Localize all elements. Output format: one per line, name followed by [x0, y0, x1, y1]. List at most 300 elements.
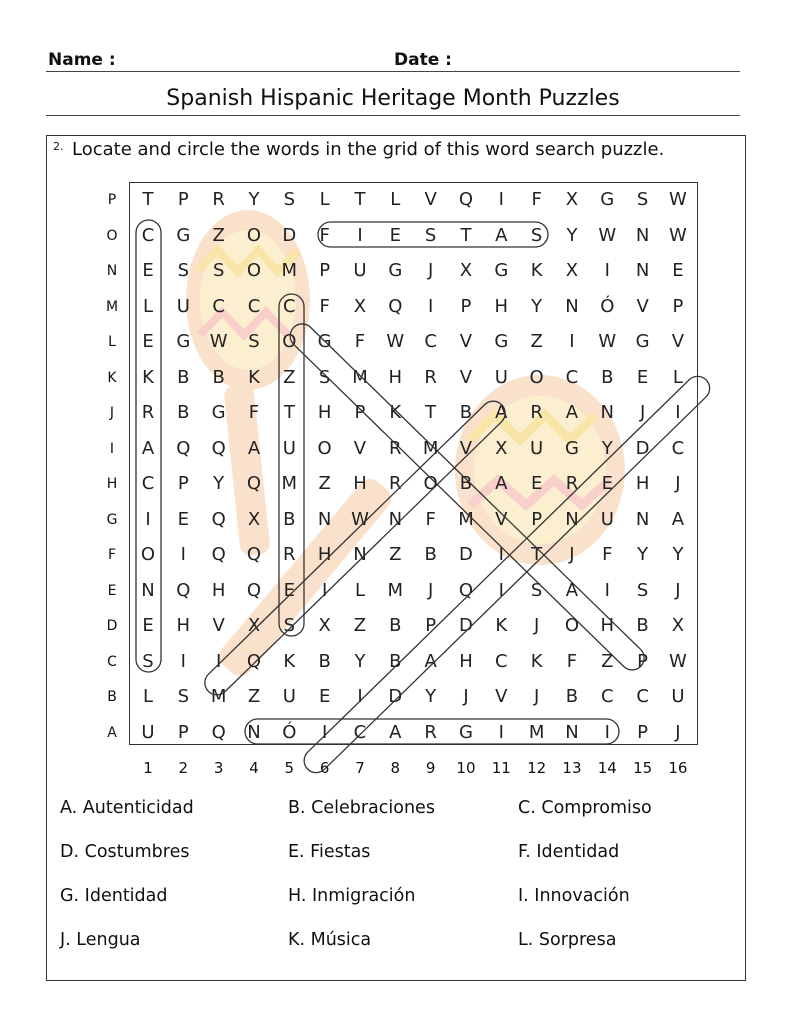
- grid-letter[interactable]: S: [283, 189, 296, 210]
- grid-letter[interactable]: K: [248, 366, 260, 388]
- grid-letter[interactable]: H: [317, 544, 332, 565]
- grid-letter[interactable]: I: [604, 260, 610, 281]
- row-label: F: [107, 547, 117, 563]
- column-label: 11: [491, 759, 511, 777]
- grid-letter[interactable]: I: [604, 721, 610, 743]
- grid-letter[interactable]: N: [565, 721, 579, 743]
- grid-letter[interactable]: C: [495, 650, 508, 672]
- column-label: 3: [213, 759, 224, 777]
- grid-letter[interactable]: U: [282, 686, 296, 707]
- grid-letter[interactable]: B: [636, 615, 649, 636]
- grid-letter[interactable]: N: [353, 544, 367, 565]
- grid-letter[interactable]: V: [459, 437, 473, 459]
- grid-letter[interactable]: E: [530, 473, 543, 494]
- grid-letter[interactable]: X: [495, 437, 508, 459]
- grid-letter[interactable]: F: [602, 544, 613, 565]
- grid-letter[interactable]: Ó: [282, 721, 297, 743]
- column-label: 7: [355, 759, 365, 777]
- grid-letter[interactable]: Q: [211, 544, 226, 565]
- grid-letter[interactable]: Z: [353, 615, 367, 636]
- grid-letter[interactable]: D: [388, 686, 403, 707]
- grid-letter[interactable]: X: [353, 295, 367, 317]
- grid-letter[interactable]: G: [494, 260, 509, 281]
- grid-letter[interactable]: V: [212, 615, 225, 636]
- grid-letter[interactable]: X: [247, 508, 261, 530]
- grid-letter[interactable]: L: [319, 189, 330, 210]
- grid-letter[interactable]: K: [530, 260, 543, 281]
- column-label: 6: [319, 759, 330, 777]
- grid-letter[interactable]: G: [317, 331, 332, 352]
- grid-letter[interactable]: W: [598, 224, 617, 246]
- grid-letter[interactable]: C: [636, 686, 649, 707]
- grid-letter[interactable]: Y: [637, 544, 649, 565]
- grid-letter[interactable]: P: [460, 295, 472, 317]
- grid-letter[interactable]: I: [498, 544, 504, 565]
- grid-letter[interactable]: S: [636, 189, 649, 210]
- grid-letter[interactable]: K: [142, 366, 154, 388]
- grid-letter[interactable]: F: [531, 189, 542, 210]
- grid-letter[interactable]: M: [281, 260, 298, 281]
- circle-compromiso[interactable]: [285, 319, 649, 675]
- grid-letter[interactable]: C: [353, 721, 367, 743]
- grid-letter[interactable]: V: [424, 189, 437, 210]
- grid-letter[interactable]: E: [389, 224, 401, 246]
- grid-letter[interactable]: A: [424, 650, 437, 672]
- grid-letter[interactable]: Z: [212, 224, 225, 246]
- grid-letter[interactable]: I: [427, 295, 434, 317]
- row-label: E: [107, 582, 117, 599]
- grid-letter[interactable]: R: [212, 189, 225, 210]
- grid-letter[interactable]: G: [388, 260, 403, 281]
- word-bank-item: I. Innovación: [518, 886, 630, 906]
- grid-letter[interactable]: P: [354, 402, 366, 423]
- grid-letter[interactable]: Z: [247, 686, 261, 707]
- grid-letter[interactable]: N: [317, 508, 332, 530]
- grid-letter[interactable]: X: [565, 189, 579, 210]
- grid-letter[interactable]: O: [564, 615, 580, 636]
- grid-letter[interactable]: W: [209, 331, 228, 352]
- grid-letter[interactable]: N: [635, 224, 650, 246]
- grid-letter[interactable]: Y: [248, 189, 260, 210]
- grid-letter[interactable]: G: [458, 721, 473, 743]
- row-label: C: [107, 653, 117, 670]
- grid-letter[interactable]: C: [212, 295, 225, 317]
- grid-letter[interactable]: G: [211, 402, 226, 423]
- grid-letter[interactable]: P: [177, 721, 189, 743]
- grid-letter[interactable]: Q: [246, 473, 262, 494]
- grid-letter[interactable]: Q: [246, 650, 262, 672]
- grid-letter[interactable]: W: [598, 331, 617, 352]
- grid-letter[interactable]: B: [459, 473, 473, 494]
- grid-letter[interactable]: B: [177, 366, 190, 388]
- grid-letter[interactable]: B: [212, 366, 225, 388]
- grid-letter[interactable]: L: [142, 295, 154, 317]
- grid-letter[interactable]: F: [566, 650, 578, 672]
- grid-letter[interactable]: A: [495, 473, 508, 494]
- grid-letter[interactable]: F: [319, 224, 330, 246]
- row-label: I: [109, 440, 115, 457]
- grid-letter[interactable]: I: [569, 331, 575, 352]
- grid-letter[interactable]: S: [318, 366, 331, 388]
- grid-letter[interactable]: C: [671, 437, 685, 459]
- grid-letter[interactable]: K: [283, 650, 296, 672]
- circle-fiestas[interactable]: [318, 222, 548, 247]
- grid-letter[interactable]: L: [390, 189, 401, 210]
- grid-letter[interactable]: H: [388, 366, 403, 388]
- grid-letter[interactable]: B: [283, 508, 296, 530]
- grid-letter[interactable]: K: [389, 402, 402, 423]
- grid-letter[interactable]: W: [669, 224, 687, 246]
- row-label: P: [107, 192, 117, 208]
- grid-letter[interactable]: R: [530, 402, 543, 423]
- grid-letter[interactable]: Q: [458, 189, 474, 210]
- grid-letter[interactable]: N: [565, 508, 579, 530]
- grid-letter[interactable]: N: [635, 260, 650, 281]
- page-title: Spanish Hispanic Heritage Month Puzzles: [166, 86, 620, 111]
- grid-letter[interactable]: U: [176, 295, 190, 317]
- grid-letter[interactable]: S: [424, 224, 437, 246]
- grid-letter[interactable]: N: [600, 402, 615, 423]
- grid-letter[interactable]: P: [177, 189, 189, 210]
- grid-letter[interactable]: Y: [672, 544, 684, 565]
- grid-letter[interactable]: I: [675, 402, 681, 423]
- grid-letter[interactable]: Z: [318, 473, 331, 494]
- grid-letter[interactable]: R: [389, 437, 402, 459]
- grid-letter[interactable]: K: [495, 615, 508, 636]
- grid-letter[interactable]: W: [351, 508, 369, 530]
- grid-letter[interactable]: X: [459, 260, 473, 281]
- grid-letter[interactable]: X: [318, 615, 331, 636]
- grid-letter[interactable]: Q: [246, 579, 262, 601]
- grid-letter[interactable]: F: [425, 508, 436, 530]
- row-label: D: [106, 618, 118, 634]
- grid-letter[interactable]: Q: [211, 721, 226, 743]
- grid-letter[interactable]: U: [282, 437, 296, 459]
- column-label: 9: [425, 759, 436, 777]
- grid-letter[interactable]: V: [459, 331, 473, 352]
- row-label: L: [108, 334, 116, 350]
- grid-letter[interactable]: J: [675, 473, 681, 494]
- grid-letter[interactable]: T: [283, 402, 295, 423]
- grid-letter[interactable]: B: [424, 544, 437, 565]
- grid-letter[interactable]: N: [635, 508, 650, 530]
- grid-letter[interactable]: V: [495, 508, 508, 530]
- grid-letter[interactable]: P: [531, 508, 543, 530]
- grid-letter[interactable]: A: [389, 721, 402, 743]
- circle-identidad-1[interactable]: [200, 396, 510, 700]
- grid-letter[interactable]: M: [387, 579, 404, 601]
- grid-letter[interactable]: C: [283, 295, 296, 317]
- grid-letter[interactable]: O: [529, 366, 544, 388]
- column-label: 1: [143, 759, 153, 777]
- circle-identidad-2[interactable]: [299, 371, 714, 777]
- grid-letter[interactable]: I: [604, 579, 610, 601]
- grid-letter[interactable]: C: [565, 366, 579, 388]
- grid-letter[interactable]: P: [425, 615, 437, 636]
- grid-letter[interactable]: H: [176, 615, 191, 636]
- grid-letter[interactable]: B: [601, 366, 614, 388]
- grid-letter[interactable]: R: [424, 721, 437, 743]
- grid-letter[interactable]: N: [247, 721, 261, 743]
- question-number: 2.: [53, 140, 64, 153]
- grid-letter[interactable]: Ó: [600, 295, 615, 317]
- column-label: 13: [562, 759, 582, 777]
- grid-letter[interactable]: S: [530, 224, 543, 246]
- grid-letter[interactable]: J: [463, 686, 469, 707]
- grid-letter[interactable]: V: [495, 686, 508, 707]
- grid-letter[interactable]: K: [530, 650, 543, 672]
- grid-letter[interactable]: P: [319, 260, 331, 281]
- grid-letter[interactable]: J: [427, 260, 434, 281]
- grid-letter[interactable]: A: [495, 402, 508, 423]
- grid-letter[interactable]: R: [565, 473, 579, 494]
- grid-letter[interactable]: U: [141, 721, 155, 743]
- grid-letter[interactable]: D: [459, 544, 473, 565]
- date-label: Date :: [394, 50, 452, 70]
- grid-letter[interactable]: G: [600, 189, 615, 210]
- grid-letter[interactable]: J: [569, 544, 575, 565]
- grid-letter[interactable]: E: [142, 615, 154, 636]
- grid-letter[interactable]: X: [565, 260, 579, 281]
- word-bank-item: F. Identidad: [518, 842, 620, 862]
- grid-letter[interactable]: V: [636, 295, 649, 317]
- grid-letter[interactable]: U: [600, 508, 614, 530]
- grid-letter[interactable]: I: [498, 579, 504, 601]
- grid-letter[interactable]: R: [141, 402, 155, 423]
- grid-letter[interactable]: O: [246, 224, 262, 246]
- grid-letter[interactable]: M: [281, 473, 298, 494]
- grid-letter[interactable]: D: [459, 615, 473, 636]
- grid-letter[interactable]: I: [216, 650, 222, 672]
- grid-letter[interactable]: A: [671, 508, 685, 530]
- grid-letter[interactable]: C: [141, 224, 155, 246]
- grid-letter[interactable]: E: [601, 473, 613, 494]
- grid-letter[interactable]: V: [353, 437, 367, 459]
- grid-letter[interactable]: T: [425, 402, 437, 423]
- grid-letter[interactable]: P: [177, 473, 189, 494]
- grid-letter[interactable]: Q: [458, 579, 474, 601]
- grid-letter[interactable]: U: [530, 437, 544, 459]
- grid-letter[interactable]: A: [495, 224, 508, 246]
- grid-letter[interactable]: E: [142, 260, 154, 281]
- grid-letter[interactable]: X: [671, 615, 685, 636]
- grid-letter[interactable]: T: [142, 189, 154, 210]
- grid-letter[interactable]: G: [176, 331, 191, 352]
- grid-letter[interactable]: Y: [566, 224, 578, 246]
- grid-letter[interactable]: M: [422, 437, 439, 459]
- word-bank-item: E. Fiestas: [288, 842, 371, 862]
- grid-letter[interactable]: J: [427, 579, 434, 601]
- grid-letter[interactable]: H: [494, 295, 509, 317]
- grid-letter[interactable]: Z: [389, 544, 402, 565]
- column-label: 14: [597, 759, 617, 777]
- grid-letter[interactable]: Q: [211, 508, 226, 530]
- grid-letter[interactable]: Z: [601, 650, 614, 672]
- grid-letter[interactable]: P: [637, 721, 649, 743]
- grid-letter[interactable]: A: [141, 437, 155, 459]
- row-label: J: [109, 405, 115, 421]
- grid-letter[interactable]: C: [600, 686, 614, 707]
- row-label: N: [106, 263, 118, 279]
- row-label: H: [106, 476, 118, 492]
- grid-letter[interactable]: B: [389, 615, 402, 636]
- grid-letter[interactable]: M: [528, 721, 545, 743]
- grid-letter[interactable]: H: [635, 473, 650, 494]
- row-label: G: [106, 511, 118, 528]
- grid-letter[interactable]: I: [498, 189, 504, 210]
- grid-letter[interactable]: J: [639, 402, 646, 423]
- grid-letter[interactable]: S: [283, 615, 296, 636]
- grid-letter[interactable]: F: [248, 402, 260, 423]
- grid-letter[interactable]: N: [141, 579, 155, 601]
- grid-letter[interactable]: Y: [425, 686, 437, 707]
- grid-letter[interactable]: C: [424, 331, 437, 352]
- grid-letter[interactable]: B: [565, 686, 579, 707]
- grid-letter[interactable]: L: [142, 686, 154, 707]
- column-label: 12: [527, 759, 547, 777]
- grid-letter[interactable]: Y: [354, 650, 366, 672]
- grid-letter[interactable]: N: [565, 295, 579, 317]
- circle-sorpresa[interactable]: [136, 220, 161, 672]
- grid-letter[interactable]: T: [460, 224, 472, 246]
- grid-letter[interactable]: A: [565, 579, 579, 601]
- grid-letter[interactable]: Z: [283, 366, 296, 388]
- grid-letter[interactable]: S: [636, 579, 649, 601]
- grid-letter[interactable]: D: [635, 437, 650, 459]
- grid-letter[interactable]: F: [319, 295, 330, 317]
- grid-letter[interactable]: L: [672, 366, 683, 388]
- grid-letter[interactable]: H: [459, 650, 473, 672]
- grid-letter[interactable]: I: [498, 721, 504, 743]
- grid-letter[interactable]: R: [389, 473, 402, 494]
- grid-letter[interactable]: S: [248, 331, 260, 352]
- grid-letter[interactable]: Y: [213, 473, 225, 494]
- grid-letter[interactable]: S: [142, 650, 154, 672]
- word-bank-item: G. Identidad: [60, 886, 168, 906]
- column-label: 15: [633, 759, 653, 777]
- grid-letter[interactable]: O: [317, 437, 332, 459]
- grid-letter[interactable]: E: [283, 579, 295, 601]
- grid-letter[interactable]: I: [180, 544, 186, 565]
- grid-letter[interactable]: G: [564, 437, 579, 459]
- grid-letter[interactable]: T: [354, 189, 366, 210]
- grid-letter[interactable]: E: [672, 260, 684, 281]
- grid-letter[interactable]: O: [140, 544, 156, 565]
- grid-letter[interactable]: G: [494, 331, 509, 352]
- grid-letter[interactable]: J: [675, 579, 681, 601]
- grid-letter[interactable]: I: [321, 721, 328, 743]
- column-label: 16: [668, 759, 688, 777]
- grid-letter[interactable]: T: [531, 544, 543, 565]
- grid-letter[interactable]: F: [354, 331, 366, 352]
- grid-letter[interactable]: Q: [176, 579, 191, 601]
- grid-letter[interactable]: P: [637, 650, 649, 672]
- word-bank-item: C. Compromiso: [518, 798, 652, 818]
- grid-letter[interactable]: G: [176, 224, 191, 246]
- grid-letter[interactable]: V: [459, 366, 473, 388]
- grid-letter[interactable]: M: [210, 686, 227, 707]
- grid-letter[interactable]: Q: [246, 544, 262, 565]
- grid-letter[interactable]: H: [353, 473, 367, 494]
- grid-letter[interactable]: S: [177, 686, 190, 707]
- grid-letter[interactable]: A: [565, 402, 579, 423]
- grid-letter[interactable]: S: [177, 260, 190, 281]
- grid-letter[interactable]: O: [423, 473, 438, 494]
- grid-letter[interactable]: J: [533, 615, 540, 636]
- grid-letter[interactable]: E: [177, 508, 190, 530]
- grid-letter[interactable]: H: [600, 615, 615, 636]
- column-label: 2: [178, 759, 189, 777]
- grid-letter[interactable]: V: [671, 331, 685, 352]
- word-bank-item: A. Autenticidad: [60, 798, 194, 818]
- grid-letter[interactable]: Z: [530, 331, 543, 352]
- grid-letter[interactable]: E: [318, 686, 331, 707]
- grid-letter[interactable]: Y: [601, 437, 613, 459]
- name-label: Name :: [48, 50, 116, 70]
- grid-letter[interactable]: B: [459, 402, 473, 423]
- grid-letter[interactable]: O: [282, 331, 297, 352]
- grid-letter[interactable]: B: [389, 650, 402, 672]
- grid-letter[interactable]: W: [669, 189, 687, 210]
- grid-letter[interactable]: X: [247, 615, 261, 636]
- grid-letter[interactable]: U: [494, 366, 508, 388]
- grid-letter[interactable]: Q: [388, 295, 403, 317]
- circle-inmigracion[interactable]: [245, 719, 619, 744]
- grid-letter[interactable]: P: [672, 295, 684, 317]
- grid-letter[interactable]: H: [317, 402, 332, 423]
- grid-letter[interactable]: S: [530, 579, 543, 601]
- grid-letter[interactable]: B: [318, 650, 331, 672]
- grid-letter[interactable]: U: [671, 686, 685, 707]
- grid-letter[interactable]: C: [141, 473, 155, 494]
- grid-letter[interactable]: I: [180, 650, 186, 672]
- word-bank-item: B. Celebraciones: [288, 798, 435, 818]
- word-bank-item: H. Inmigración: [288, 886, 416, 906]
- row-label: B: [107, 689, 117, 705]
- grid-letter[interactable]: W: [386, 331, 405, 352]
- grid-letter[interactable]: R: [424, 366, 437, 388]
- grid-letter[interactable]: J: [533, 686, 540, 707]
- grid-letter[interactable]: Y: [531, 295, 543, 317]
- grid-letter[interactable]: N: [388, 508, 403, 530]
- grid-letter[interactable]: R: [283, 544, 296, 565]
- row-label: O: [106, 227, 118, 244]
- grid-letter[interactable]: W: [669, 650, 687, 672]
- grid-letter[interactable]: H: [211, 579, 226, 601]
- grid-letter[interactable]: Q: [176, 437, 191, 459]
- grid-letter[interactable]: G: [635, 331, 650, 352]
- grid-letter[interactable]: I: [357, 224, 363, 246]
- grid-letter[interactable]: U: [353, 260, 367, 281]
- grid-letter[interactable]: I: [321, 579, 328, 601]
- grid-letter[interactable]: E: [142, 331, 154, 352]
- grid-letter[interactable]: O: [246, 260, 262, 281]
- grid-letter[interactable]: B: [177, 402, 190, 423]
- grid-letter[interactable]: Q: [211, 437, 226, 459]
- grid-letter[interactable]: C: [247, 295, 261, 317]
- grid-letter[interactable]: S: [212, 260, 225, 281]
- grid-letter[interactable]: M: [352, 366, 368, 388]
- grid-letter[interactable]: D: [282, 224, 297, 246]
- grid-letter[interactable]: E: [636, 366, 649, 388]
- grid-letter[interactable]: A: [247, 437, 261, 459]
- word-bank-item: K. Música: [288, 930, 372, 950]
- grid-letter[interactable]: J: [675, 721, 681, 743]
- grid-letter[interactable]: I: [357, 686, 363, 707]
- grid-letter[interactable]: L: [354, 579, 365, 601]
- grid-letter[interactable]: I: [145, 508, 151, 530]
- grid-letter[interactable]: M: [458, 508, 474, 530]
